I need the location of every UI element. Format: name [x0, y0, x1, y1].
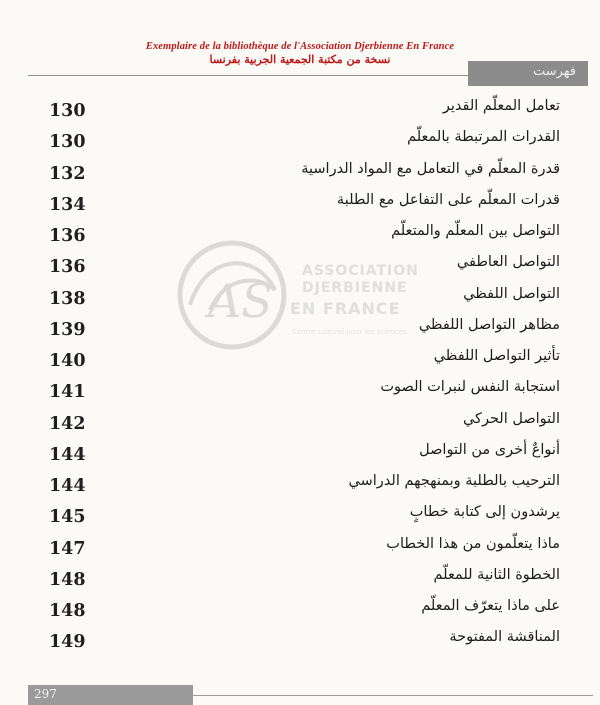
table-of-contents — [0, 95, 600, 658]
footer-page-number: 297 — [34, 687, 57, 701]
toc-entry — [0, 314, 600, 345]
toc-entry — [0, 220, 600, 251]
toc-page-number: 141 — [49, 382, 86, 403]
toc-page-number: 136 — [49, 257, 86, 278]
toc-entry — [0, 126, 600, 157]
toc-entry — [0, 408, 600, 439]
toc-entry-title: المناقشة المفتوحة — [449, 629, 560, 646]
toc-page-number: 136 — [49, 226, 86, 246]
toc-entry-title: التواصل اللفظي — [463, 285, 560, 302]
watermark-line-1: ASSOCIATION — [302, 263, 419, 279]
toc-entry — [0, 626, 600, 657]
toc-page-number: 148 — [49, 569, 86, 590]
library-stamp-arabic: نسخة من مكتبة الجمعية الجربية بفرنسا — [209, 53, 391, 66]
toc-entry-title: يرشدون إلى كتابة خطابٍ — [409, 504, 560, 521]
toc-entry-title: القدرات المرتبطة بالمعلّم — [407, 129, 560, 146]
toc-entry — [0, 501, 600, 532]
toc-entry — [0, 251, 600, 282]
page-footer — [28, 685, 193, 705]
toc-entry-title: التواصل العاطفي — [456, 254, 560, 271]
toc-entry — [0, 564, 600, 595]
toc-entry — [0, 95, 600, 126]
toc-entry-title: ماذا يتعلّمون من هذا الخطاب — [386, 535, 560, 552]
library-stamp-french: Exemplaire de la bibliothèque de l'Association Djerbienne En France — [145, 41, 455, 52]
section-header-label: فهرست — [532, 64, 576, 79]
toc-page-number: 134 — [49, 194, 86, 215]
toc-page-number: 148 — [49, 601, 86, 621]
toc-entry-title: قدرة المعلّم في التعامل مع المواد الدراسية — [301, 160, 560, 177]
toc-entry — [0, 345, 600, 376]
toc-page-number: 142 — [49, 413, 86, 434]
toc-entry-title: الترحيب بالطلبة وبمنهجهم الدراسي — [348, 473, 560, 489]
footer-rule — [193, 695, 593, 696]
toc-entry-title: التواصل بين المعلّم والمتعلّم — [391, 223, 560, 239]
toc-page-number: 140 — [49, 351, 86, 371]
toc-entry — [0, 533, 600, 564]
toc-page-number: 145 — [49, 507, 86, 528]
toc-page-number: 149 — [49, 632, 86, 653]
toc-entry-title: التواصل الحركي — [462, 410, 560, 427]
toc-entry — [0, 470, 600, 501]
toc-entry — [0, 189, 600, 220]
toc-entry — [0, 283, 600, 314]
section-header — [468, 61, 588, 86]
toc-page-number: 147 — [49, 538, 86, 559]
watermark-tagline: Centre culturel pour les sciences — [292, 328, 407, 336]
toc-entry-title: الخطوة الثانية للمعلّم — [433, 566, 560, 583]
toc-page-number: 130 — [49, 101, 86, 121]
svg-text:AS: AS — [208, 274, 273, 328]
toc-page-number: 138 — [49, 288, 86, 309]
toc-entry-title: أنواعٌ أخرى من التواصل — [419, 441, 560, 458]
watermark-line-3: EN FRANCE — [290, 299, 401, 318]
toc-entry-title: على ماذا يتعرّف المعلّم — [421, 598, 560, 614]
toc-page-number: 144 — [49, 476, 86, 496]
toc-entry-title: تأثير التواصل اللفظي — [433, 348, 560, 364]
toc-page-number: 130 — [49, 132, 86, 153]
toc-page-number: 144 — [49, 444, 86, 465]
header-rule — [28, 75, 468, 76]
toc-entry-title: استجابة النفس لنبرات الصوت — [380, 379, 560, 396]
toc-entry-title: مظاهر التواصل اللفظي — [418, 316, 560, 333]
toc-entry-title: تعامل المعلّم القدير — [442, 98, 560, 114]
toc-entry — [0, 439, 600, 470]
toc-entry-title: قدرات المعلّم على التفاعل مع الطلبة — [336, 191, 560, 208]
toc-entry — [0, 376, 600, 407]
toc-entry — [0, 595, 600, 626]
toc-page-number: 132 — [49, 163, 86, 184]
toc-page-number: 139 — [49, 319, 86, 340]
watermark-line-2: DJERBIENNE — [302, 280, 408, 296]
toc-entry — [0, 158, 600, 189]
